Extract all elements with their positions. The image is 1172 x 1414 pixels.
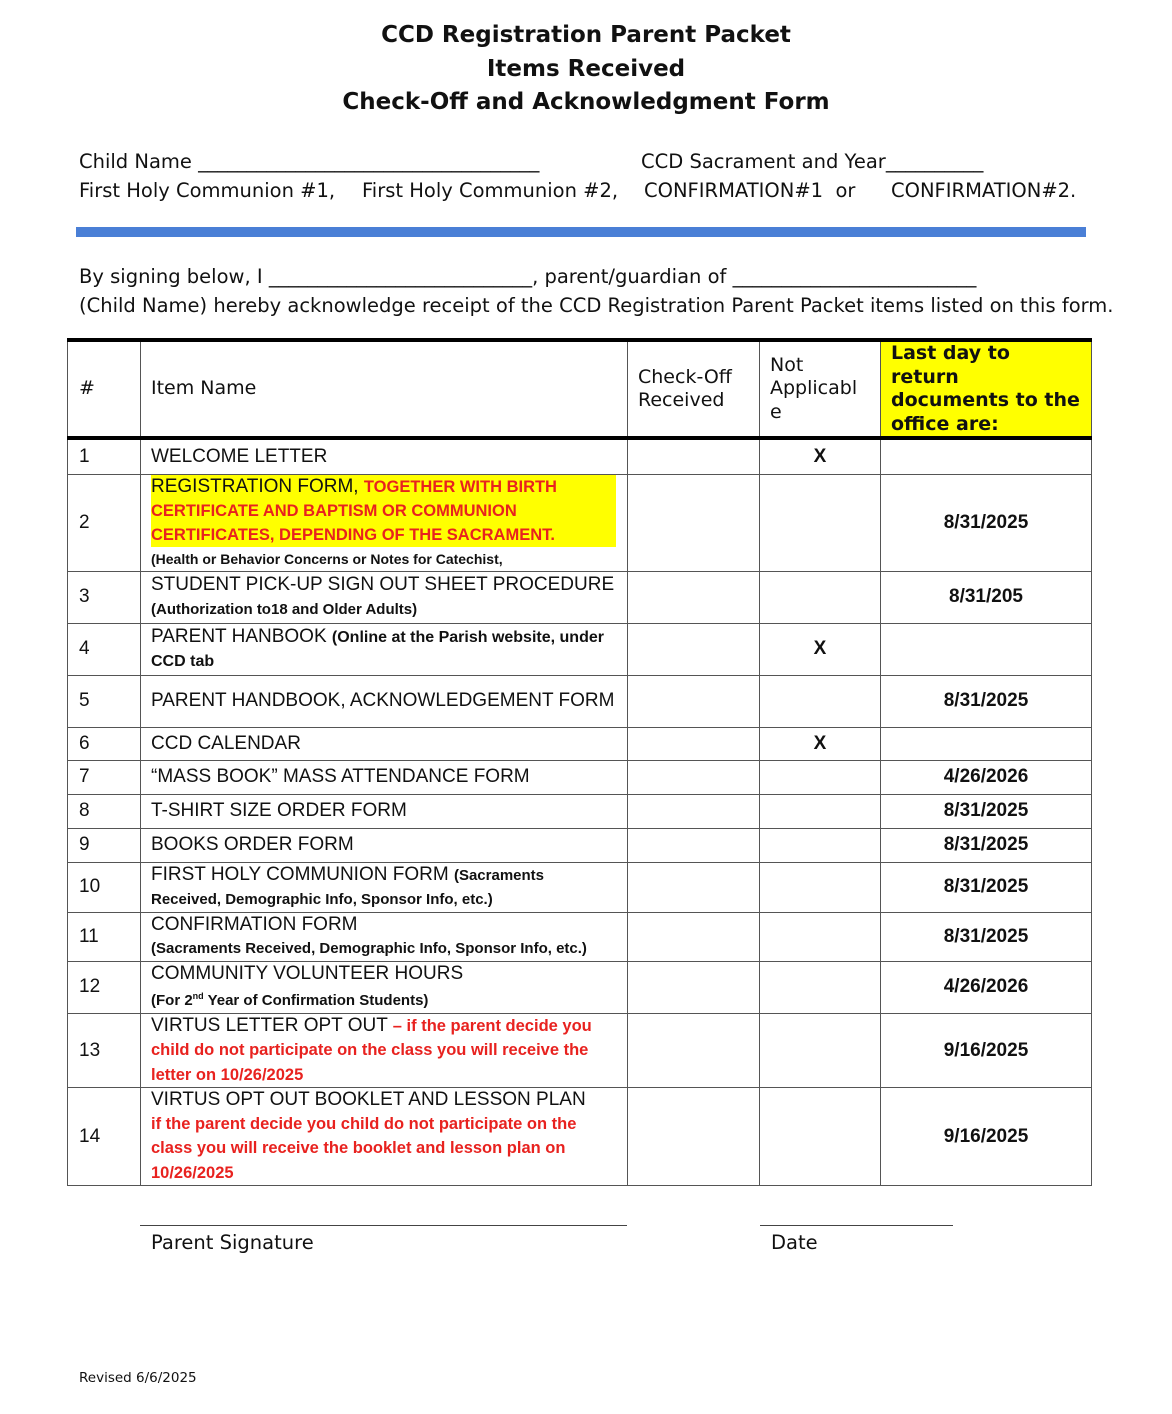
item-name-cell [141, 1013, 628, 1088]
item-note: (Online at the Parish website, under CCD tab [151, 628, 604, 670]
row-number: 1 [68, 438, 141, 474]
item-name: T-SHIRT SIZE ORDER FORM [141, 794, 628, 828]
table-row [68, 727, 1092, 760]
item-note: (Authorization to18 and Older Adults) [151, 600, 418, 618]
child-name-field-2[interactable]: _________________________ [732, 265, 977, 288]
child-name-field[interactable]: ___________________________________ [198, 150, 540, 173]
item-name: VIRTUS OPT OUT BOOKLET AND LESSON PLAN [151, 1089, 586, 1110]
check-off-cell[interactable] [628, 438, 760, 474]
sacrament-year-field[interactable]: __________ [885, 150, 984, 173]
deadline-date: 4/26/2026 [881, 961, 1092, 1013]
item-note-part: Year of Confirmation Students) [203, 992, 429, 1009]
parent-signature-label: Parent Signature [151, 1231, 314, 1254]
item-name-cell [141, 1088, 628, 1186]
row-number: 6 [68, 727, 141, 760]
row-number: 7 [68, 760, 141, 794]
table-row [68, 675, 1092, 727]
item-name: COMMUNITY VOLUNTEER HOURS [151, 962, 464, 984]
check-off-cell[interactable] [628, 862, 760, 912]
table-row [68, 794, 1092, 828]
check-off-cell[interactable] [628, 474, 760, 571]
sacrament-label: CCD Sacrament and Year [641, 150, 886, 173]
deadline-date: 8/31/2025 [881, 474, 1092, 571]
item-note [151, 992, 428, 1009]
table-row [68, 571, 1092, 623]
check-off-cell[interactable] [628, 828, 760, 862]
item-name: CONFIRMATION FORM [151, 913, 358, 935]
check-off-cell[interactable] [628, 623, 760, 675]
check-off-cell[interactable] [628, 794, 760, 828]
title-line-3: Check-Off and Acknowledgment Form [342, 89, 830, 115]
item-name: WELCOME LETTER [141, 438, 628, 474]
form-title [0, 19, 1172, 120]
check-off-cell[interactable] [628, 760, 760, 794]
table-row [68, 961, 1092, 1013]
not-applicable-mark [760, 474, 881, 571]
item-note-part: (For 2 [151, 992, 193, 1009]
not-applicable-mark [760, 828, 881, 862]
deadline-date [881, 438, 1092, 474]
not-applicable-mark: X [760, 438, 881, 474]
parent-signature-line[interactable] [140, 1225, 627, 1226]
item-name-cell [141, 571, 628, 623]
check-off-cell[interactable] [628, 1088, 760, 1186]
table-row [68, 760, 1092, 794]
ack-text-1: By signing below, I [79, 265, 263, 288]
not-applicable-mark [760, 1013, 881, 1088]
header-deadline: Last day to return documents to the office are: [881, 340, 1092, 438]
header-item-name: Item Name [141, 340, 628, 438]
table-row [68, 828, 1092, 862]
deadline-date: 8/31/2025 [881, 675, 1092, 727]
check-off-cell[interactable] [628, 961, 760, 1013]
divider-rule [76, 227, 1086, 237]
item-name-cell [141, 474, 628, 571]
header-not-applicable: Not Applicabl e [760, 340, 881, 438]
not-applicable-mark [760, 1088, 881, 1186]
deadline-date: 4/26/2026 [881, 760, 1092, 794]
table-row [68, 474, 1092, 571]
row-number: 9 [68, 828, 141, 862]
not-applicable-mark [760, 862, 881, 912]
item-note: (Sacraments Received, Demographic Info, Sponsor Info, etc.) [151, 866, 545, 908]
item-name-cell [141, 912, 628, 961]
deadline-date: 8/31/2025 [881, 794, 1092, 828]
row-number: 4 [68, 623, 141, 675]
check-off-cell[interactable] [628, 727, 760, 760]
check-off-cell[interactable] [628, 1013, 760, 1088]
table-row [68, 438, 1092, 474]
deadline-date [881, 623, 1092, 675]
item-note: (Health or Behavior Concerns or Notes for Catechist, [151, 550, 503, 567]
item-note: (Sacraments Received, Demographic Info, Sponsor Info, etc.) [151, 940, 587, 957]
table-row [68, 1088, 1092, 1186]
not-applicable-mark [760, 961, 881, 1013]
check-off-cell[interactable] [628, 571, 760, 623]
row-number: 13 [68, 1013, 141, 1088]
not-applicable-mark [760, 760, 881, 794]
date-line[interactable] [760, 1225, 953, 1226]
ack-text-2: , parent/guardian of [532, 265, 727, 288]
row-number: 12 [68, 961, 141, 1013]
not-applicable-mark [760, 912, 881, 961]
header-check-off: Check-Off Received [628, 340, 760, 438]
date-label: Date [771, 1231, 818, 1254]
option-communion-1[interactable]: First Holy Communion #1, [79, 179, 336, 202]
row-number: 3 [68, 571, 141, 623]
table-row [68, 623, 1092, 675]
item-name-cell [141, 961, 628, 1013]
title-line-2: Items Received [486, 55, 686, 82]
header-num: # [68, 340, 141, 438]
items-table [67, 338, 1092, 1186]
table-row [68, 1013, 1092, 1088]
not-applicable-mark [760, 571, 881, 623]
row-number: 2 [68, 474, 141, 571]
item-name: FIRST HOLY COMMUNION FORM [151, 863, 449, 885]
item-note-superscript: nd [192, 991, 204, 1001]
not-applicable-mark [760, 794, 881, 828]
item-requirement: TOGETHER WITH BIRTH CERTIFICATE AND BAPTISM OR COMMUNION CERTIFICATES, DEPENDING OF THE SACRAMENT. [151, 477, 557, 544]
item-name: PARENT HANDBOOK, ACKNOWLEDGEMENT FORM [141, 675, 628, 727]
deadline-date: 8/31/2025 [881, 828, 1092, 862]
child-name-row [79, 150, 539, 173]
item-name: “MASS BOOK” MASS ATTENDANCE FORM [141, 760, 628, 794]
title-line-1: CCD Registration Parent Packet [381, 22, 791, 48]
check-off-cell[interactable] [628, 912, 760, 961]
table-header-row [68, 340, 1092, 438]
item-requirement: – if the parent decide you child do not participate on the class you will receive the letter on 10/26/2025 [151, 1016, 592, 1084]
row-number: 8 [68, 794, 141, 828]
item-name: PARENT HANBOOK [151, 625, 327, 647]
item-name-cell [141, 623, 628, 675]
acknowledgment-line-1 [79, 265, 976, 288]
deadline-date: 8/31/2025 [881, 862, 1092, 912]
sacrament-row [641, 150, 983, 173]
deadline-date: 8/31/2025 [881, 912, 1092, 961]
not-applicable-mark: X [760, 727, 881, 760]
child-name-label: Child Name [79, 150, 192, 173]
item-name-cell [141, 862, 628, 912]
check-off-cell[interactable] [628, 675, 760, 727]
row-number: 10 [68, 862, 141, 912]
option-communion-2[interactable]: First Holy Communion #2, [362, 179, 619, 202]
deadline-date [881, 727, 1092, 760]
deadline-date: 8/31/205 [881, 571, 1092, 623]
item-name: REGISTRATION FORM, [151, 475, 359, 497]
item-requirement: if the parent decide you child do not participate on the class you will receive the booklet and lesson plan on 10/26/2025 [151, 1114, 577, 1182]
deadline-date: 9/16/2025 [881, 1088, 1092, 1186]
row-number: 14 [68, 1088, 141, 1186]
item-name: VIRTUS LETTER OPT OUT [151, 1014, 388, 1036]
option-confirmation-1[interactable]: CONFIRMATION#1 or [644, 179, 856, 202]
acknowledgment-line-2: (Child Name) hereby acknowledge receipt of the CCD Registration Parent Packet items listed on this form. [79, 294, 1114, 317]
item-name: BOOKS ORDER FORM [141, 828, 628, 862]
item-name: STUDENT PICK-UP SIGN OUT SHEET PROCEDURE [151, 574, 615, 595]
row-number: 11 [68, 912, 141, 961]
row-number: 5 [68, 675, 141, 727]
table-row [68, 912, 1092, 961]
table-row [68, 862, 1092, 912]
not-applicable-mark [760, 675, 881, 727]
item-name: CCD CALENDAR [141, 727, 628, 760]
not-applicable-mark: X [760, 623, 881, 675]
parent-name-field[interactable]: ___________________________ [268, 265, 533, 288]
option-confirmation-2[interactable]: CONFIRMATION#2. [891, 179, 1077, 202]
deadline-date: 9/16/2025 [881, 1013, 1092, 1088]
revision-note: Revised 6/6/2025 [79, 1370, 197, 1386]
